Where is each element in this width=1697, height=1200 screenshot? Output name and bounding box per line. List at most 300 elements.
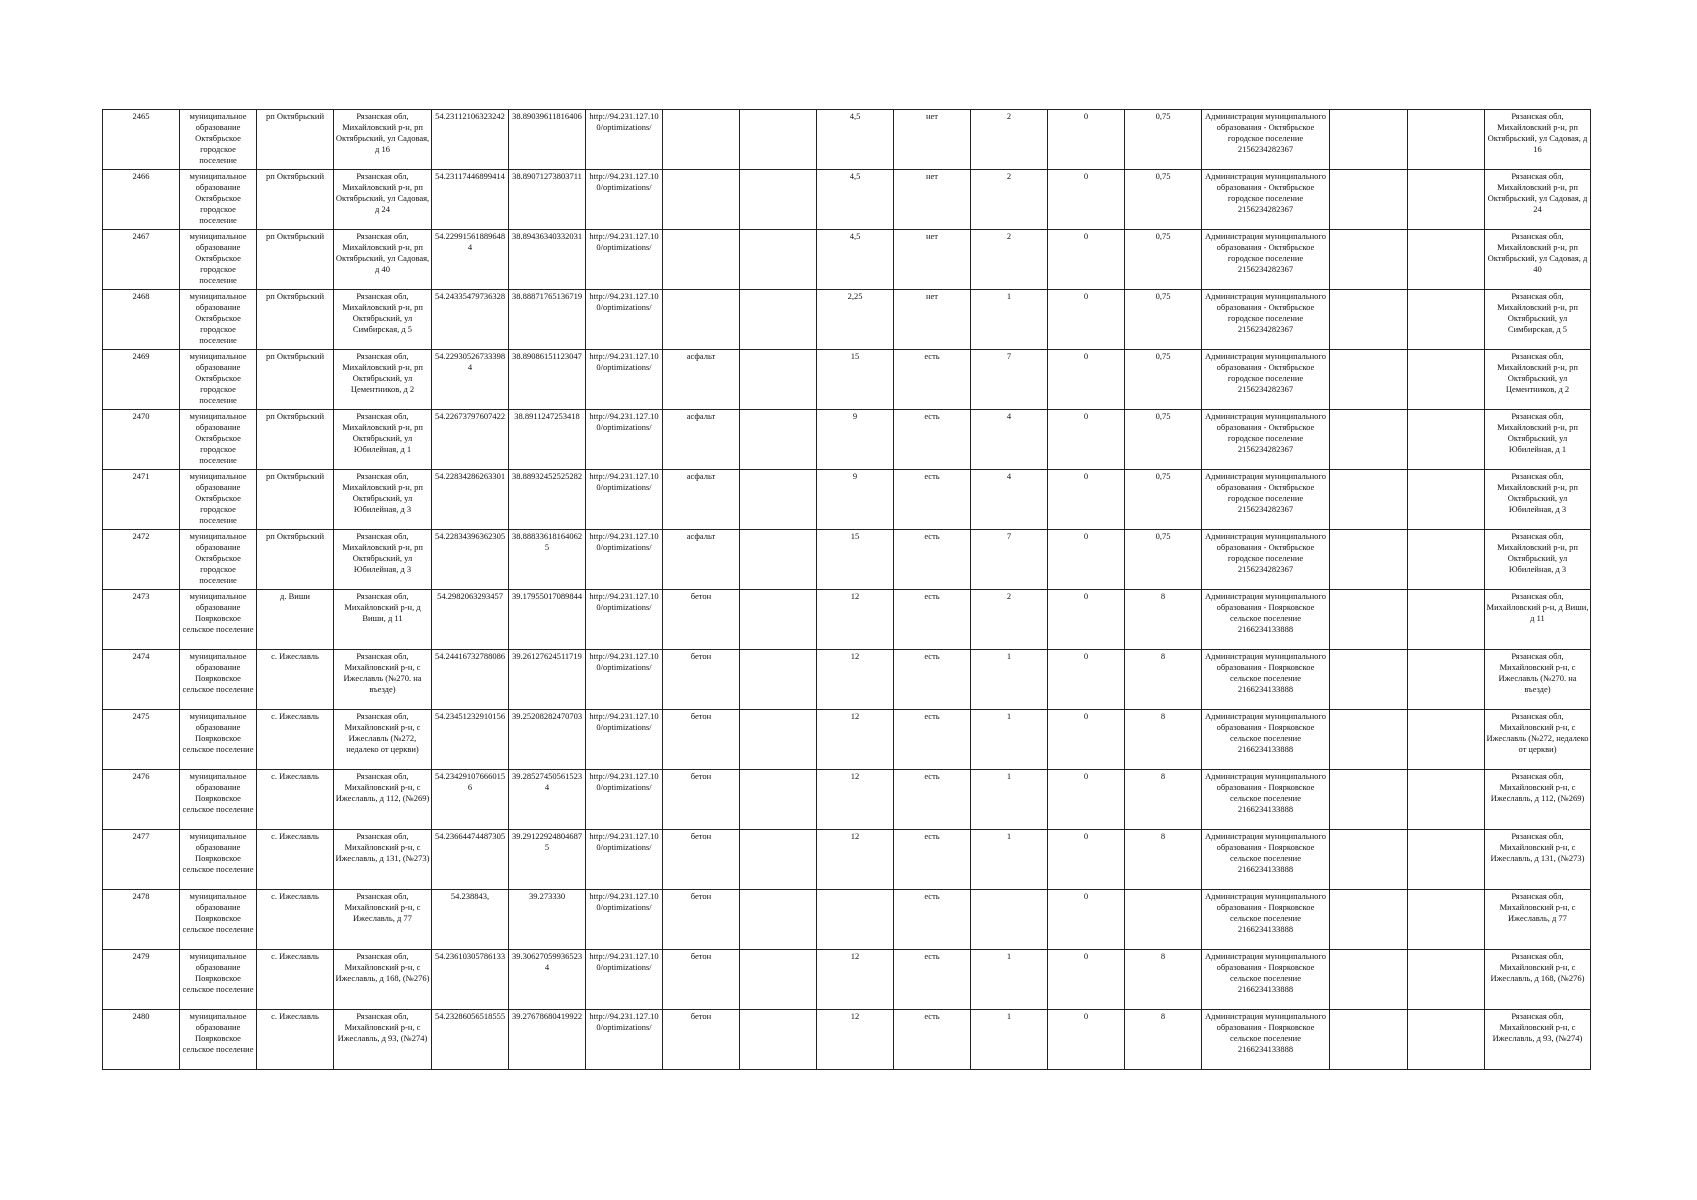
table-cell <box>1408 950 1485 1010</box>
table-cell: 2477 <box>103 830 180 890</box>
table-cell <box>1408 110 1485 170</box>
table-cell: Администрация муниципального образования - Поярковское сельское поселение 2166234133888 <box>1202 1010 1330 1070</box>
table-cell: 2 <box>971 170 1048 230</box>
table-row <box>103 830 1591 890</box>
table-cell: 2470 <box>103 410 180 470</box>
table-cell: 7 <box>971 350 1048 410</box>
table-cell: бетон <box>663 950 740 1010</box>
table-cell: Администрация муниципального образования - Поярковское сельское поселение 2166234133888 <box>1202 950 1330 1010</box>
table-cell: есть <box>894 350 971 410</box>
table-row <box>103 710 1591 770</box>
table-cell: 1 <box>971 290 1048 350</box>
table-cell: 54.23112106323242 <box>432 110 509 170</box>
table-cell <box>1330 290 1408 350</box>
table-cell: 9 <box>817 410 894 470</box>
table-cell: муниципальное образование Октябрьское городское поселение <box>180 230 257 290</box>
table-cell: 0 <box>1048 410 1125 470</box>
table-cell: http://94.231.127.100/optimizations/ <box>586 830 663 890</box>
table-cell <box>740 350 817 410</box>
table-cell <box>663 110 740 170</box>
table-cell: 54.24416732788086 <box>432 650 509 710</box>
table-cell: 39.29122924804687 5 <box>509 830 586 890</box>
table-cell: нет <box>894 110 971 170</box>
table-cell: Администрация муниципального образования - Поярковское сельское поселение 2166234133888 <box>1202 770 1330 830</box>
table-cell: 2469 <box>103 350 180 410</box>
table-cell: есть <box>894 950 971 1010</box>
table-cell: Рязанская обл, Михайловский р-н, рп Октябрьский, ул Юбилейная, д 3 <box>1485 470 1591 530</box>
table-cell: нет <box>894 290 971 350</box>
table-cell: 15 <box>817 530 894 590</box>
table-cell: 8 <box>1125 650 1202 710</box>
table-cell <box>740 110 817 170</box>
table-cell: рп Октябрьский <box>257 350 334 410</box>
table-cell <box>740 1010 817 1070</box>
table-cell: 38.88833618164062 5 <box>509 530 586 590</box>
table-cell: Рязанская обл, Михайловский р-н, рп Октябрьский, ул Садовая, д 40 <box>334 230 432 290</box>
table-cell: 0 <box>1048 1010 1125 1070</box>
table-cell: Рязанская обл, Михайловский р-н, с Ижеславль, д 112, (№269) <box>334 770 432 830</box>
table-cell: есть <box>894 770 971 830</box>
table-cell: Рязанская обл, Михайловский р-н, с Ижеславль, д 168, (№276) <box>1485 950 1591 1010</box>
table-cell: Рязанская обл, Михайловский р-н, рп Октябрьский, ул Цементников, д 2 <box>1485 350 1591 410</box>
table-cell <box>1330 410 1408 470</box>
table-row <box>103 530 1591 590</box>
table-cell: 0 <box>1048 890 1125 950</box>
table-cell: 39.26127624511719 <box>509 650 586 710</box>
table-cell: муниципальное образование Октябрьское городское поселение <box>180 290 257 350</box>
table-cell: Рязанская обл, Михайловский р-н, с Ижеславль, д 93, (№274) <box>1485 1010 1591 1070</box>
table-cell: Администрация муниципального образования - Поярковское сельское поселение 2166234133888 <box>1202 590 1330 650</box>
table-cell <box>740 290 817 350</box>
table-cell: 2 <box>971 230 1048 290</box>
table-cell: 4,5 <box>817 110 894 170</box>
table-cell: 1 <box>971 770 1048 830</box>
table-cell: рп Октябрьский <box>257 410 334 470</box>
table-cell: рп Октябрьский <box>257 110 334 170</box>
table-cell: рп Октябрьский <box>257 530 334 590</box>
table-cell: 2478 <box>103 890 180 950</box>
table-cell <box>663 230 740 290</box>
table-cell: с. Ижеславль <box>257 650 334 710</box>
table-cell <box>1330 1010 1408 1070</box>
table-cell <box>1408 770 1485 830</box>
table-cell <box>1408 830 1485 890</box>
table-cell: 2476 <box>103 770 180 830</box>
table-cell: 0 <box>1048 110 1125 170</box>
table-row <box>103 470 1591 530</box>
table-cell: Администрация муниципального образования - Октябрьское городское поселение 2156234282367 <box>1202 290 1330 350</box>
table-cell: бетон <box>663 710 740 770</box>
table-cell: Администрация муниципального образования - Октябрьское городское поселение 2156234282367 <box>1202 170 1330 230</box>
table-cell: http://94.231.127.100/optimizations/ <box>586 590 663 650</box>
table-cell <box>1330 890 1408 950</box>
table-cell: http://94.231.127.100/optimizations/ <box>586 470 663 530</box>
table-cell: Администрация муниципального образования - Октябрьское городское поселение 2156234282367 <box>1202 410 1330 470</box>
table-cell: 15 <box>817 350 894 410</box>
table-cell: 0,75 <box>1125 350 1202 410</box>
table-cell: муниципальное образование Октябрьское городское поселение <box>180 410 257 470</box>
table-cell: Рязанская обл, Михайловский р-н, рп Октябрьский, ул Симбирская, д 5 <box>334 290 432 350</box>
table-cell: бетон <box>663 590 740 650</box>
table-cell: нет <box>894 170 971 230</box>
table-cell <box>1408 890 1485 950</box>
table-cell: есть <box>894 830 971 890</box>
table-cell: 38.89436340332031 <box>509 230 586 290</box>
table-cell: 0 <box>1048 230 1125 290</box>
table-cell <box>740 410 817 470</box>
table-cell: с. Ижеславль <box>257 890 334 950</box>
table-cell: 4,5 <box>817 170 894 230</box>
table-cell <box>1330 350 1408 410</box>
table-cell: http://94.231.127.100/optimizations/ <box>586 950 663 1010</box>
table-cell: 0 <box>1048 950 1125 1010</box>
table-cell: 2 <box>971 590 1048 650</box>
table-cell: с. Ижеславль <box>257 830 334 890</box>
table-cell: 8 <box>1125 1010 1202 1070</box>
table-cell: Администрация муниципального образования - Октябрьское городское поселение 2156234282367 <box>1202 110 1330 170</box>
table-cell <box>740 470 817 530</box>
table-cell: Рязанская обл, Михайловский р-н, с Ижеславль (№270. на въезде) <box>1485 650 1591 710</box>
table-cell: Рязанская обл, Михайловский р-н, рп Октябрьский, ул Садовая, д 40 <box>1485 230 1591 290</box>
table-cell: 2475 <box>103 710 180 770</box>
table-cell <box>740 710 817 770</box>
table-cell <box>1408 410 1485 470</box>
table-cell: 8 <box>1125 830 1202 890</box>
table-cell: бетон <box>663 1010 740 1070</box>
table-cell: Рязанская обл, Михайловский р-н, рп Октябрьский, ул Юбилейная, д 1 <box>334 410 432 470</box>
table-cell <box>1408 470 1485 530</box>
table-cell: 2473 <box>103 590 180 650</box>
table-cell <box>1408 350 1485 410</box>
table-cell: http://94.231.127.100/optimizations/ <box>586 170 663 230</box>
table-cell: 7 <box>971 530 1048 590</box>
table-cell: 0 <box>1048 470 1125 530</box>
table-cell <box>1408 170 1485 230</box>
table-cell: 54.22834396362305 <box>432 530 509 590</box>
table-cell: Рязанская обл, Михайловский р-н, с Ижеславль, д 93, (№274) <box>334 1010 432 1070</box>
table-cell: асфальт <box>663 530 740 590</box>
table-cell: Рязанская обл, Михайловский р-н, рп Октябрьский, ул Юбилейная, д 1 <box>1485 410 1591 470</box>
table-cell: Рязанская обл, Михайловский р-н, рп Октябрьский, ул Садовая, д 16 <box>334 110 432 170</box>
table-cell <box>740 890 817 950</box>
table-cell: есть <box>894 1010 971 1070</box>
table-cell: http://94.231.127.100/optimizations/ <box>586 110 663 170</box>
table-cell <box>740 770 817 830</box>
table-cell: 0,75 <box>1125 170 1202 230</box>
table-cell <box>663 170 740 230</box>
table-row <box>103 590 1591 650</box>
table-cell: Администрация муниципального образования - Октябрьское городское поселение 2156234282367 <box>1202 530 1330 590</box>
table-cell <box>1330 950 1408 1010</box>
table-cell: муниципальное образование Поярковское сельское поселение <box>180 950 257 1010</box>
table-cell: 54.238843, <box>432 890 509 950</box>
table-cell: 54.24335479736328 <box>432 290 509 350</box>
table-cell: 39.273330 <box>509 890 586 950</box>
table-cell <box>1408 1010 1485 1070</box>
table-cell: 0 <box>1048 710 1125 770</box>
table-cell: 39.17955017089844 <box>509 590 586 650</box>
table-cell: 39.30627059936523 4 <box>509 950 586 1010</box>
table-row <box>103 230 1591 290</box>
table-cell: http://94.231.127.100/optimizations/ <box>586 770 663 830</box>
table-cell: 0,75 <box>1125 530 1202 590</box>
table-cell: муниципальное образование Октябрьское городское поселение <box>180 110 257 170</box>
table-cell: есть <box>894 650 971 710</box>
table-cell: 8 <box>1125 590 1202 650</box>
table-cell: муниципальное образование Поярковское сельское поселение <box>180 710 257 770</box>
table-cell <box>1330 170 1408 230</box>
table-cell: http://94.231.127.100/optimizations/ <box>586 890 663 950</box>
table-cell: муниципальное образование Поярковское сельское поселение <box>180 650 257 710</box>
table-cell: http://94.231.127.100/optimizations/ <box>586 350 663 410</box>
table-cell <box>740 650 817 710</box>
table-cell <box>740 950 817 1010</box>
table-cell: Рязанская обл, Михайловский р-н, с Ижеславль, д 131, (№273) <box>1485 830 1591 890</box>
table-row <box>103 890 1591 950</box>
table-cell: муниципальное образование Октябрьское городское поселение <box>180 350 257 410</box>
register-table-body <box>103 110 1591 1070</box>
table-cell: с. Ижеславль <box>257 950 334 1010</box>
table-cell: 9 <box>817 470 894 530</box>
table-cell: Рязанская обл, Михайловский р-н, с Ижеславль (№272, недалеко от церкви) <box>1485 710 1591 770</box>
table-row <box>103 950 1591 1010</box>
table-cell: есть <box>894 470 971 530</box>
table-cell: бетон <box>663 830 740 890</box>
table-cell: http://94.231.127.100/optimizations/ <box>586 530 663 590</box>
table-cell: 12 <box>817 830 894 890</box>
table-row <box>103 170 1591 230</box>
table-cell: 0,75 <box>1125 230 1202 290</box>
table-cell: http://94.231.127.100/optimizations/ <box>586 290 663 350</box>
table-cell: бетон <box>663 890 740 950</box>
table-cell: Рязанская обл, Михайловский р-н, рп Октябрьский, ул Садовая, д 24 <box>334 170 432 230</box>
table-cell: 0 <box>1048 770 1125 830</box>
table-cell: есть <box>894 410 971 470</box>
table-cell: муниципальное образование Октябрьское городское поселение <box>180 170 257 230</box>
table-cell: 38.8911247253418 <box>509 410 586 470</box>
table-cell: 38.88932452525282 <box>509 470 586 530</box>
table-cell: есть <box>894 710 971 770</box>
table-cell: Рязанская обл, Михайловский р-н, с Ижеславль (№270. на въезде) <box>334 650 432 710</box>
table-cell <box>740 230 817 290</box>
table-cell: муниципальное образование Поярковское сельское поселение <box>180 590 257 650</box>
table-cell: рп Октябрьский <box>257 290 334 350</box>
table-cell: 12 <box>817 950 894 1010</box>
table-cell <box>1408 290 1485 350</box>
table-cell <box>1330 710 1408 770</box>
table-cell: 54.23286056518555 <box>432 1010 509 1070</box>
table-cell <box>1330 110 1408 170</box>
table-cell: 2479 <box>103 950 180 1010</box>
table-cell: асфальт <box>663 470 740 530</box>
table-cell: 38.88871765136719 <box>509 290 586 350</box>
table-cell: Рязанская обл, Михайловский р-н, с Ижеславль, д 77 <box>1485 890 1591 950</box>
table-cell: http://94.231.127.100/optimizations/ <box>586 230 663 290</box>
table-cell: 54.23664474487305 <box>432 830 509 890</box>
table-cell: 0 <box>1048 650 1125 710</box>
table-cell: Администрация муниципального образования - Поярковское сельское поселение 2166234133888 <box>1202 890 1330 950</box>
table-cell: Рязанская обл, Михайловский р-н, с Ижеславль (№272, недалеко от церкви) <box>334 710 432 770</box>
table-cell: 0,75 <box>1125 410 1202 470</box>
table-cell <box>971 890 1048 950</box>
table-cell: 54.22834286263301 <box>432 470 509 530</box>
table-cell: Рязанская обл, Михайловский р-н, д Виши, д 11 <box>1485 590 1591 650</box>
table-cell <box>663 290 740 350</box>
table-cell: муниципальное образование Поярковское сельское поселение <box>180 1010 257 1070</box>
table-cell <box>817 890 894 950</box>
table-cell: 54.22930526733398 4 <box>432 350 509 410</box>
table-cell <box>740 170 817 230</box>
table-cell: http://94.231.127.100/optimizations/ <box>586 1010 663 1070</box>
table-cell: 12 <box>817 710 894 770</box>
table-cell: http://94.231.127.100/optimizations/ <box>586 410 663 470</box>
table-cell: 8 <box>1125 710 1202 770</box>
table-cell: Рязанская обл, Михайловский р-н, рп Октябрьский, ул Симбирская, д 5 <box>1485 290 1591 350</box>
table-cell: 12 <box>817 590 894 650</box>
table-cell: 1 <box>971 950 1048 1010</box>
table-cell: муниципальное образование Октябрьское городское поселение <box>180 530 257 590</box>
table-cell: 4 <box>971 410 1048 470</box>
table-cell: нет <box>894 230 971 290</box>
table-cell: Рязанская обл, Михайловский р-н, с Ижеславль, д 112, (№269) <box>1485 770 1591 830</box>
table-cell: асфальт <box>663 350 740 410</box>
table-cell <box>1408 650 1485 710</box>
table-cell: Рязанская обл, Михайловский р-н, рп Октябрьский, ул Цементников, д 2 <box>334 350 432 410</box>
table-cell: 12 <box>817 1010 894 1070</box>
table-cell: 2472 <box>103 530 180 590</box>
table-cell: 0 <box>1048 830 1125 890</box>
table-cell: 1 <box>971 830 1048 890</box>
table-cell: Администрация муниципального образования - Поярковское сельское поселение 2166234133888 <box>1202 650 1330 710</box>
table-cell: Рязанская обл, Михайловский р-н, с Ижеславль, д 168, (№276) <box>334 950 432 1010</box>
table-cell: 2474 <box>103 650 180 710</box>
table-cell: 0 <box>1048 590 1125 650</box>
table-cell: Рязанская обл, Михайловский р-н, рп Октябрьский, ул Садовая, д 24 <box>1485 170 1591 230</box>
table-cell: http://94.231.127.100/optimizations/ <box>586 650 663 710</box>
table-cell: муниципальное образование Октябрьское городское поселение <box>180 470 257 530</box>
table-cell: 54.22991561889648 4 <box>432 230 509 290</box>
table-cell: с. Ижеславль <box>257 1010 334 1070</box>
table-row <box>103 410 1591 470</box>
table-cell: Рязанская обл, Михайловский р-н, д Виши, д 11 <box>334 590 432 650</box>
table-cell: бетон <box>663 650 740 710</box>
table-row <box>103 650 1591 710</box>
table-cell: рп Октябрьский <box>257 170 334 230</box>
table-row <box>103 350 1591 410</box>
table-cell: 54.22673797607422 <box>432 410 509 470</box>
table-cell: есть <box>894 590 971 650</box>
table-cell: 8 <box>1125 950 1202 1010</box>
table-cell: муниципальное образование Поярковское сельское поселение <box>180 890 257 950</box>
table-cell: с. Ижеславль <box>257 770 334 830</box>
table-cell <box>1125 890 1202 950</box>
table-cell <box>1330 590 1408 650</box>
table-cell: 2471 <box>103 470 180 530</box>
table-cell: рп Октябрьский <box>257 470 334 530</box>
table-cell: 0 <box>1048 530 1125 590</box>
table-cell: 12 <box>817 770 894 830</box>
table-cell <box>1330 230 1408 290</box>
table-cell: 1 <box>971 650 1048 710</box>
table-cell: 54.2982063293457 <box>432 590 509 650</box>
table-cell: 54.23117446899414 <box>432 170 509 230</box>
table-cell: 39.28527450561523 4 <box>509 770 586 830</box>
table-cell: 2466 <box>103 170 180 230</box>
table-row <box>103 1010 1591 1070</box>
table-cell <box>740 590 817 650</box>
table-cell: 2,25 <box>817 290 894 350</box>
table-cell: Рязанская обл, Михайловский р-н, рп Октябрьский, ул Садовая, д 16 <box>1485 110 1591 170</box>
table-cell: 0,75 <box>1125 110 1202 170</box>
table-cell: 54.23610305786133 <box>432 950 509 1010</box>
table-cell: 39.25208282470703 <box>509 710 586 770</box>
table-cell: 4,5 <box>817 230 894 290</box>
table-cell: 0 <box>1048 350 1125 410</box>
table-cell: 0,75 <box>1125 290 1202 350</box>
register-table <box>102 109 1591 1070</box>
table-cell: 38.89071273803711 <box>509 170 586 230</box>
table-cell <box>740 530 817 590</box>
table-cell: есть <box>894 890 971 950</box>
table-cell: 2 <box>971 110 1048 170</box>
table-cell: 0,75 <box>1125 470 1202 530</box>
table-cell: есть <box>894 530 971 590</box>
table-cell: 38.89086151123047 <box>509 350 586 410</box>
table-cell: 0 <box>1048 290 1125 350</box>
table-cell: с. Ижеславль <box>257 710 334 770</box>
table-cell <box>740 830 817 890</box>
table-cell: Рязанская обл, Михайловский р-н, рп Октябрьский, ул Юбилейная, д 3 <box>334 530 432 590</box>
table-cell: 39.27678680419922 <box>509 1010 586 1070</box>
table-cell: 0 <box>1048 170 1125 230</box>
table-cell: Администрация муниципального образования - Октябрьское городское поселение 2156234282367 <box>1202 350 1330 410</box>
table-cell <box>1330 770 1408 830</box>
table-cell <box>1330 530 1408 590</box>
table-cell: 54.23429107666015 6 <box>432 770 509 830</box>
table-cell: Администрация муниципального образования - Поярковское сельское поселение 2166234133888 <box>1202 710 1330 770</box>
table-cell: http://94.231.127.100/optimizations/ <box>586 710 663 770</box>
table-cell: 4 <box>971 470 1048 530</box>
table-cell: д. Виши <box>257 590 334 650</box>
table-row <box>103 770 1591 830</box>
table-cell: 2465 <box>103 110 180 170</box>
table-cell: Администрация муниципального образования - Поярковское сельское поселение 2166234133888 <box>1202 830 1330 890</box>
table-cell <box>1330 830 1408 890</box>
table-cell: рп Октябрьский <box>257 230 334 290</box>
table-row <box>103 290 1591 350</box>
table-cell: 2480 <box>103 1010 180 1070</box>
table-cell: 54.23451232910156 <box>432 710 509 770</box>
table-cell <box>1408 590 1485 650</box>
table-cell: муниципальное образование Поярковское сельское поселение <box>180 830 257 890</box>
table-cell: бетон <box>663 770 740 830</box>
table-cell <box>1330 470 1408 530</box>
table-cell: муниципальное образование Поярковское сельское поселение <box>180 770 257 830</box>
table-cell: Администрация муниципального образования - Октябрьское городское поселение 2156234282367 <box>1202 470 1330 530</box>
table-cell: Рязанская обл, Михайловский р-н, с Ижеславль, д 77 <box>334 890 432 950</box>
table-cell: Администрация муниципального образования - Октябрьское городское поселение 2156234282367 <box>1202 230 1330 290</box>
table-cell: Рязанская обл, Михайловский р-н, рп Октябрьский, ул Юбилейная, д 3 <box>1485 530 1591 590</box>
table-cell <box>1408 530 1485 590</box>
table-cell: Рязанская обл, Михайловский р-н, с Ижеславль, д 131, (№273) <box>334 830 432 890</box>
table-cell: 2468 <box>103 290 180 350</box>
table-cell <box>1330 650 1408 710</box>
table-cell <box>1408 710 1485 770</box>
table-cell: 8 <box>1125 770 1202 830</box>
table-cell: 2467 <box>103 230 180 290</box>
table-row <box>103 110 1591 170</box>
table-cell: 38.89039611816406 <box>509 110 586 170</box>
